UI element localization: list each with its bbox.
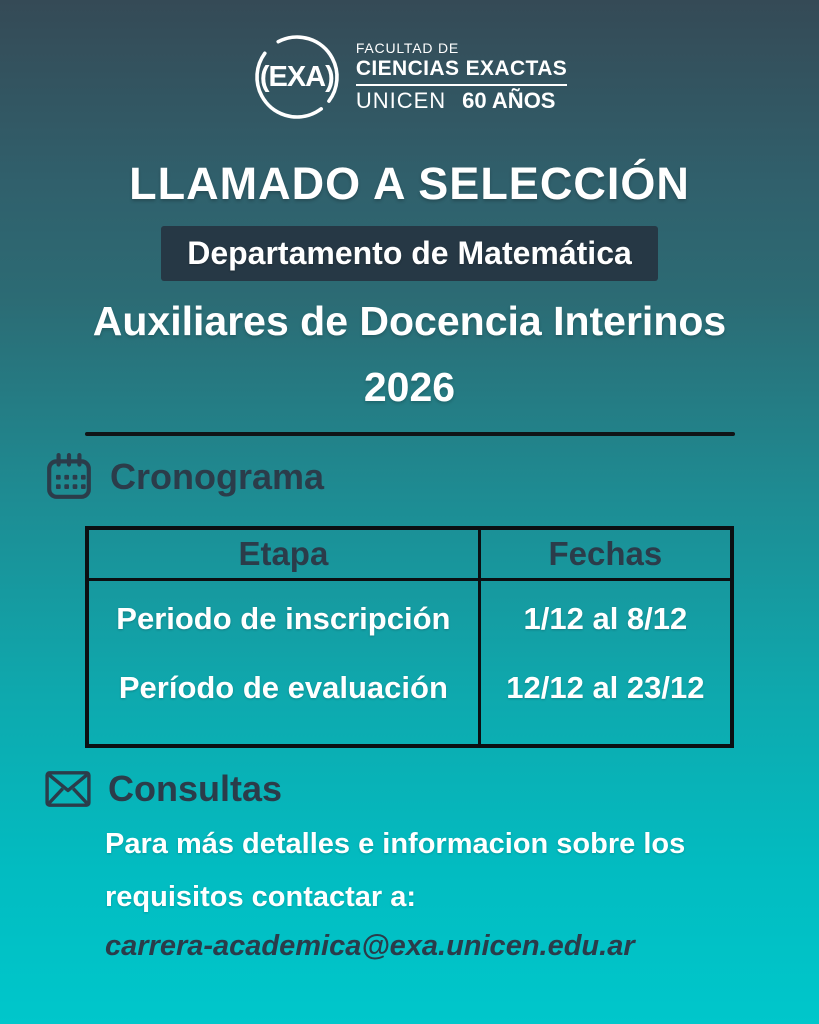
logo-facultad-de: FACULTAD DE <box>355 39 459 56</box>
page-title: LLAMADO A SELECCIÓN <box>129 158 690 209</box>
cronograma-heading: Cronograma <box>110 456 325 498</box>
logo-text-block <box>356 41 567 114</box>
contact-text <box>105 818 685 924</box>
logo-60-anos: 60 AÑOS <box>462 87 556 113</box>
facultad-logo <box>252 32 567 122</box>
consultas-section-heading <box>44 768 282 810</box>
contact-email: carrera-academica@exa.unicen.edu.ar <box>105 929 635 962</box>
table-header-etapa: Etapa <box>87 528 479 580</box>
logo-unicen-row <box>356 89 567 114</box>
logo-ciencias-exactas: CIENCIAS EXACTAS <box>356 57 567 86</box>
consultas-heading: Consultas <box>108 768 283 810</box>
cell-fechas: 1/12 al 8/12 <box>479 580 732 658</box>
program-title-line1: Auxiliares de Docencia Interinos <box>92 298 727 344</box>
contact-text-line2: requisitos contactar a: <box>105 880 417 913</box>
cell-etapa: Periodo de inscripción <box>116 601 451 637</box>
schedule-table <box>85 526 734 748</box>
table-row-inscripcion <box>87 580 732 658</box>
table-header-fechas: Fechas <box>479 528 732 580</box>
logo-unicen: UNICEN <box>355 87 447 113</box>
exa-circle-logo <box>252 32 342 122</box>
cell-etapa: Período de evaluación <box>118 670 448 706</box>
section-divider <box>85 432 735 436</box>
exa-wordmark: (EXA) <box>259 60 334 93</box>
envelope-icon <box>44 770 92 808</box>
table-header-row <box>87 528 732 580</box>
program-title <box>93 289 726 420</box>
calendar-icon <box>44 452 94 502</box>
table-row-evaluacion <box>87 657 732 746</box>
cronograma-section-heading <box>44 452 324 502</box>
contact-text-line1: Para más detalles e informacion sobre los <box>105 828 686 861</box>
department-badge: Departamento de Matemática <box>161 226 658 281</box>
cell-fechas: 12/12 al 23/12 <box>479 657 732 746</box>
program-title-line2: 2026 <box>363 363 456 410</box>
